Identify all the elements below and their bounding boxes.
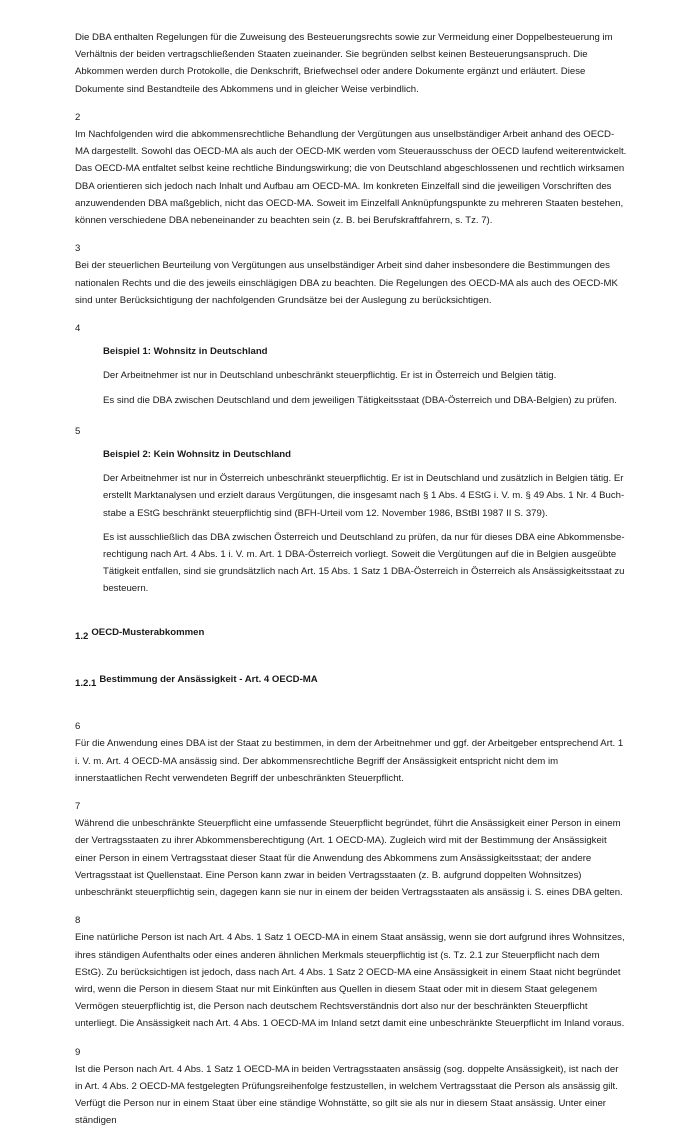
section-number: 1.2.1: [75, 677, 97, 689]
example-1-text-1: Der Arbeitnehmer ist nur in Deutschland unbeschränkt steuerpflichtig. Er ist in Österreich und Belgien tätig.: [103, 370, 557, 382]
paragraph-number-2: 2: [75, 111, 81, 123]
paragraph-number-6: 6: [75, 721, 81, 733]
example-2-text-2: Es ist ausschließlich das DBA zwischen Österreich und Deutschland zu prüfen, da nur für dieses DBA eine Abkommensberechtigung nach Art. 4 Abs. 1 i. V. m. Art. 1 DBA-Österreich vorliegt. Soweit die Vergütungen auf die in Belgien ausgeübte Tätigkeit entfallen, sind sie grundsätzlich nach Art. 15 Abs. 1 Satz 1 DBA-Österreich in Österreich als Ansässigkeitsstaat zu besteuern.: [103, 531, 625, 595]
example-2-title: Beispiel 2: Kein Wohnsitz in Deutschland: [103, 449, 291, 461]
paragraph-2: Im Nachfolgenden wird die abkommensrechtliche Behandlung der Vergütungen aus unselbständiger Arbeit anhand des OECD-MA dargestellt. Sowohl das OECD-MA als auch der OECD-MK werden vom Steuerausschuss der OECD laufend weiterentwickelt. Das OECD-MA entfaltet selbst keine rechtliche Bindungswirkung; die von Deutschland abgeschlossenen und rechtlich wirksamen DBA orientieren sich jedoch nach Inhalt und Aufbau am OECD-MA. Im konkreten Einzelfall sind die jeweiligen Vorschriften des anzuwendenden DBA maßgeblich, nicht das OECD-MA. Soweit im Einzelfall Anknüpfungspunkte zu mehreren Staaten bestehen, können verschiedene DBA nebeneinander zu beachten sein (z. B. bei Berufskraftfahrern, s. Tz. 7).: [75, 129, 627, 227]
example-1-text-2: Es sind die DBA zwischen Deutschland und dem jeweiligen Tätigkeitsstaat (DBA-Österreich und DBA-Belgien) zu prüfen.: [103, 394, 617, 406]
paragraph-6: Für die Anwendung eines DBA ist der Staat zu bestimmen, in dem der Arbeitnehmer und ggf. der Arbeitgeber entsprechend Art. 1 i. V. m. Art. 4 OECD-MA ansässig sind. Der abkommensrechtliche Begriff der Ansässigkeit entspricht nicht dem im innerstaatlichen Recht verwendeten Begriff der unbeschränkten Steuerpflicht.: [75, 738, 624, 784]
section-title: OECD-Musterabkommen: [91, 626, 205, 638]
paragraph-number-4: 4: [75, 323, 81, 335]
paragraph-3: Bei der steuerlichen Beurteilung von Vergütungen aus unselbständiger Arbeit sind daher insbesondere die Bestimmungen des nationalen Rechts und die des jeweils einschlägigen DBA zu beachten. Die Regelungen des OECD-MA als auch des OECD-MK sind unter Berücksichtigung der nachfolgenden Grundsätze bei der Auslegung zu berücksichtigen.: [75, 260, 618, 306]
document-body: [75, 29, 627, 1130]
example-2-text-1: Der Arbeitnehmer ist nur in Österreich unbeschränkt steuerpflichtig. Er ist in Deutschland und zusätzlich in Belgien tätig. Er erstellt Marktanalysen und erzielt daraus Vergütungen, die insgesamt nach § 1 Abs. 4 EStG i. V. m. § 49 Abs. 1 Nr. 4 Buchstabe a EStG beschränkt steuerpflichtig sind (BFH-Urteil vom 12. November 1986, BStBl 1987 II S. 379).: [103, 473, 625, 519]
paragraph-number-5: 5: [75, 425, 81, 437]
section-title: Bestimmung der Ansässigkeit - Art. 4 OECD-MA: [99, 673, 318, 685]
example-2: [103, 446, 627, 598]
paragraph-9: Ist die Person nach Art. 4 Abs. 1 Satz 1 OECD-MA in beiden Vertragsstaaten ansässig (sog. doppelte Ansässigkeit), ist nach der in Art. 4 Abs. 2 OECD-MA festgelegten Prüfungsreihenfolge festzustellen, in welchem Vertragsstaat die Person als ansässig gilt. Verfügt die Person nur in einem Staat über eine ständige Wohnstätte, so gilt sie als nur in diesem Staat ansässig. Unter einer ständigen: [75, 1063, 619, 1127]
section-heading-1-2-1: [75, 671, 627, 688]
paragraph-number-7: 7: [75, 800, 81, 812]
paragraph-number-3: 3: [75, 243, 81, 255]
example-1-title: Beispiel 1: Wohnsitz in Deutschland: [103, 346, 268, 358]
paragraph-number-9: 9: [75, 1046, 81, 1058]
paragraph-8: Eine natürliche Person ist nach Art. 4 Abs. 1 Satz 1 OECD-MA in einem Staat ansässig, wenn sie dort aufgrund ihres Wohnsitzes, ihres ständigen Aufenthalts oder eines anderen ähnlichen Merkmals steuerpflichtig ist (s. Tz. 2.1 zur Steuerpflicht nach dem EStG). Zu berücksichtigen ist jedoch, dass nach Art. 4 Abs. 1 Satz 2 OECD-MA eine Ansässigkeit in einem Staat nicht begründet wird, wenn die Person in diesem Staat nur mit Einkünften aus Quellen in diesem Staat oder mit in diesem Staat gelegenem Vermögen steuerpflichtig ist, die Person nach deutschem Rechtsverständnis dort also nur der beschränkten Steuerpflicht unterliegt. Die Ansässigkeit nach Art. 4 Abs. 1 OECD-MA im Inland setzt damit eine unbeschränkte Steuerpflicht im Inland voraus.: [75, 932, 625, 1030]
section-number: 1.2: [75, 630, 89, 642]
paragraph-7: Während die unbeschränkte Steuerpflicht eine umfassende Steuerpflicht begründet, führt die Ansässigkeit einer Person in einem der Vertragsstaaten zu ihrer Abkommensberechtigung (Art. 1 OECD-MA). Zugleich wird mit der Bestimmung der Ansässigkeit einer Person in einem Vertragsstaat dieser Staat für die Anwendung des Abkommens zum Ansässigkeitsstaat; der andere Vertragsstaat ist Quellenstaat. Eine Person kann zwar in beiden Vertragsstaaten (z. B. aufgrund doppelten Wohnsitzes) unbeschränkt steuerpflichtig sein, dagegen kann sie nur in einem der beiden Vertragsstaaten als ansässig i. S. eines DBA gelten.: [75, 818, 623, 898]
example-1: [103, 343, 627, 409]
section-heading-1-2: [75, 624, 627, 641]
paragraph-intro: Die DBA enthalten Regelungen für die Zuweisung des Besteuerungsrechts sowie zur Vermeidung einer Doppelbesteuerung im Verhältnis der beiden vertragschließenden Staaten zueinander. Sie begründen selbst keinen Besteuerungsanspruch. Die Abkommen werden durch Protokolle, die Denkschrift, Briefwechsel oder andere Dokumente ergänzt und erläutert. Diese Dokumente sind Bestandteile des Abkommens und in gleicher Weise verbindlich.: [75, 32, 613, 95]
paragraph-number-8: 8: [75, 915, 81, 927]
